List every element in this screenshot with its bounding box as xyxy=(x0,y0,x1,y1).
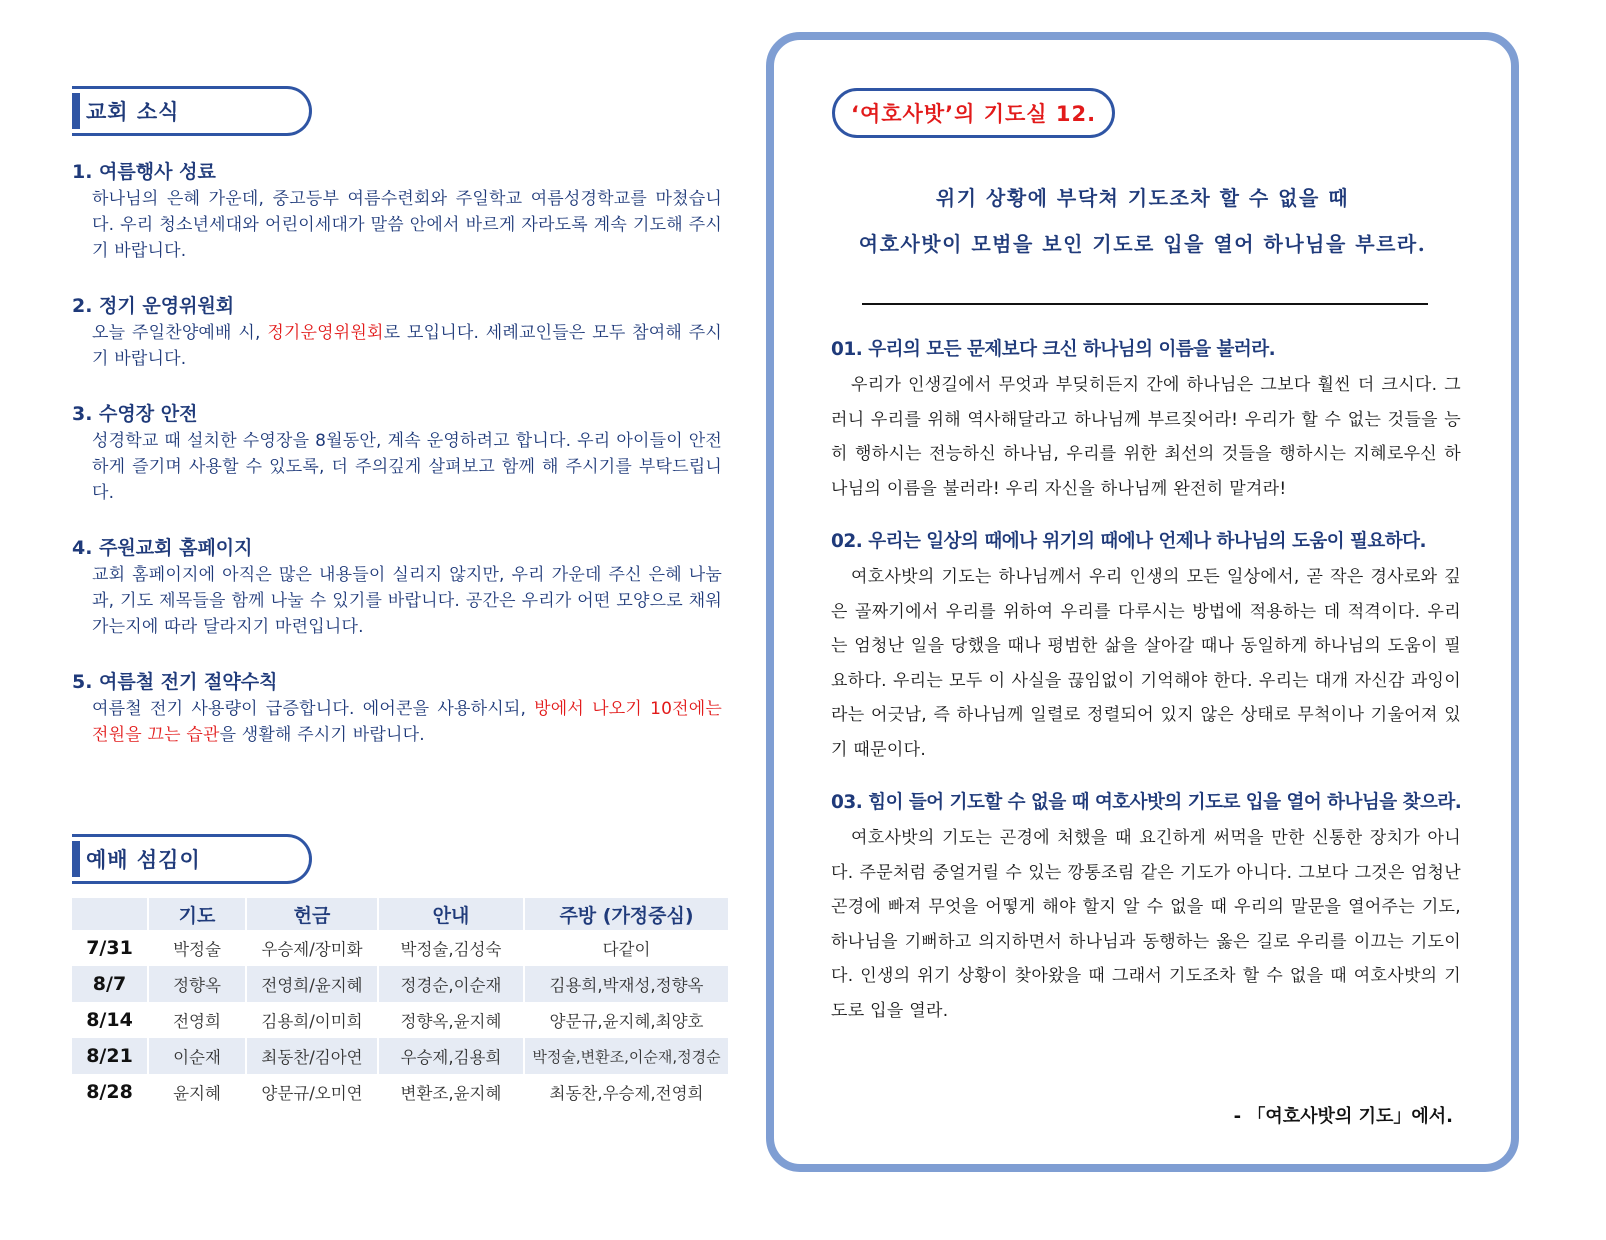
row-kitchen: 박정술,변환조,이순재,정경순 xyxy=(524,1038,729,1074)
news-item xyxy=(72,400,722,506)
prayer-room-title-badge xyxy=(832,88,1115,138)
row-guide: 정향옥,윤지혜 xyxy=(378,1002,524,1038)
table-row xyxy=(72,930,729,966)
row-date: 7/31 xyxy=(72,930,148,966)
prayer-point-body: 우리가 인생길에서 무엇과 부딪히든지 간에 하나님은 그보다 훨씬 더 크시다. 그러니 우리를 위해 역사해달라고 하나님께 부르짖어라! 우리가 할 수 없는 것들을 능히 행하시는 전능하신 하나님, 우리를 위한 최선의 것들을 행하시는 지혜로우신 하나님의 이름을 불러라! 우리 자신을 하나님께 완전히 맡겨라! xyxy=(831,375,1461,499)
row-prayer: 전영희 xyxy=(148,1002,246,1038)
prayer-subtitle xyxy=(774,175,1511,267)
news-item-title: 1. 여름행사 성료 xyxy=(72,161,216,183)
row-date: 8/21 xyxy=(72,1038,148,1074)
column-header-kitchen: 주방 (가정중심) xyxy=(524,898,729,930)
service-servers-header xyxy=(72,834,312,884)
news-item xyxy=(72,534,722,640)
church-news-section xyxy=(72,86,722,776)
row-offering: 김용희/이미희 xyxy=(246,1002,378,1038)
row-guide: 정경순,이순재 xyxy=(378,966,524,1002)
news-item-text: 오늘 주일찬양예배 시, xyxy=(92,323,268,343)
row-prayer: 박정술 xyxy=(148,930,246,966)
table-header-row xyxy=(72,898,729,930)
news-item-title: 5. 여름철 전기 절약수칙 xyxy=(72,671,278,693)
row-offering: 우승제/장미화 xyxy=(246,930,378,966)
service-servers-header-label: 예배 섬김이 xyxy=(86,848,201,872)
news-item-title: 2. 정기 운영위원회 xyxy=(72,295,235,317)
source-citation: - 「여호사밧의 기도」에서. xyxy=(1233,1106,1453,1127)
row-offering: 양문규/오미연 xyxy=(246,1074,378,1110)
news-item-body xyxy=(72,696,722,748)
column-header-guide: 안내 xyxy=(378,898,524,930)
church-news-header xyxy=(72,86,312,136)
row-kitchen: 다같이 xyxy=(524,930,729,966)
row-date: 8/14 xyxy=(72,1002,148,1038)
row-offering: 전영희/윤지혜 xyxy=(246,966,378,1002)
news-item-body xyxy=(72,186,722,264)
row-date: 8/28 xyxy=(72,1074,148,1110)
column-header-prayer: 기도 xyxy=(148,898,246,930)
news-item-body xyxy=(72,320,722,372)
prayer-point xyxy=(831,785,1461,1028)
news-item xyxy=(72,292,722,372)
news-item-text: 로 모입니다. 세례교인들은 모두 참여해 주시기 바랍니다. xyxy=(92,323,722,369)
row-prayer: 정향옥 xyxy=(148,966,246,1002)
news-item-text: 을 생활해 주시기 바랍니다. xyxy=(219,725,425,745)
news-item-body xyxy=(72,562,722,640)
row-kitchen: 김용희,박재성,정향옥 xyxy=(524,966,729,1002)
news-item-text: 성경학교 때 설치한 수영장을 8월동안, 계속 운영하려고 합니다. 우리 아이들이 안전하게 즐기며 사용할 수 있도록, 더 주의깊게 살펴보고 함께 해 주시기를 부탁드립니다. xyxy=(92,431,722,503)
table-row xyxy=(72,1002,729,1038)
row-kitchen: 양문규,윤지혜,최양호 xyxy=(524,1002,729,1038)
column-header-date xyxy=(72,898,148,930)
news-item-title: 3. 수영장 안전 xyxy=(72,403,198,425)
row-kitchen: 최동찬,우승제,전영희 xyxy=(524,1074,729,1110)
news-item-text: 하나님의 은혜 가운데, 중고등부 여름수련회와 주일학교 여름성경학교를 마쳤습니다. 우리 청소년세대와 어린이세대가 말씀 안에서 바르게 자라도록 계속 기도해 주시기 바랍니다. xyxy=(92,189,722,261)
news-item xyxy=(72,158,722,264)
news-item xyxy=(72,668,722,748)
prayer-point-title: 03. 힘이 들어 기도할 수 없을 때 여호사밧의 기도로 입을 열어 하나님을 찾으라. xyxy=(831,792,1462,813)
prayer-subtitle-line: 위기 상황에 부닥쳐 기도조차 할 수 없을 때 xyxy=(935,186,1350,210)
column-header-offering: 헌금 xyxy=(246,898,378,930)
table-row xyxy=(72,966,729,1002)
service-schedule-table xyxy=(72,898,730,1110)
row-guide: 우승제,김용희 xyxy=(378,1038,524,1074)
prayer-point xyxy=(831,524,1461,767)
row-guide: 박정술,김성숙 xyxy=(378,930,524,966)
prayer-points xyxy=(831,332,1461,1046)
table-row xyxy=(72,1038,729,1074)
prayer-room-panel xyxy=(766,32,1519,1172)
prayer-point xyxy=(831,332,1461,506)
prayer-subtitle-line: 여호사밧이 모범을 보인 기도로 입을 열어 하나님을 부르라. xyxy=(858,232,1427,256)
news-item-text: 여름철 전기 사용량이 급증합니다. 에어콘을 사용하시되, xyxy=(92,699,535,719)
row-offering: 최동찬/김아연 xyxy=(246,1038,378,1074)
row-prayer: 윤지혜 xyxy=(148,1074,246,1110)
news-item-title: 4. 주원교회 홈페이지 xyxy=(72,537,253,559)
news-item-text: 교회 홈페이지에 아직은 많은 내용들이 실리지 않지만, 우리 가운데 주신 은혜 나눔과, 기도 제목들을 함께 나눌 수 있기를 바랍니다. 공간은 우리가 어떤 모양으로 채워가는지에 따라 달라지기 마련입니다. xyxy=(92,565,722,637)
prayer-point-title: 02. 우리는 일상의 때에나 위기의 때에나 언제나 하나님의 도움이 필요하다. xyxy=(831,531,1427,552)
news-item-highlight: 방에서 나오기 10전에는 전원을 끄는 습관 xyxy=(92,699,722,745)
prayer-point-body: 여호사밧의 기도는 하나님께서 우리 인생의 모든 일상에서, 곧 작은 경사로와 깊은 골짜기에서 우리를 위하여 우리를 다루시는 방법에 적용하는 데 적격이다. 우리는 엄청난 일을 당했을 때나 평범한 삶을 살아갈 때나 동일하게 하나님의 도움이 필요하다. 우리는 모두 이 사실을 끊임없이 기억해야 한다. 우리는 대개 자신감 과잉이라는 어긋남, 즉 하나님께 일렬로 정렬되어 있지 않은 상태로 무척이나 기울어져 있기 때문이다. xyxy=(831,567,1461,760)
table-row xyxy=(72,1074,729,1110)
row-prayer: 이순재 xyxy=(148,1038,246,1074)
prayer-point-body: 여호사밧의 기도는 곤경에 처했을 때 요긴하게 써먹을 만한 신통한 장치가 아니다. 주문처럼 중얼거릴 수 있는 깡통조림 같은 기도가 아니다. 그보다 그것은 엄청난 곤경에 빠져 무엇을 어떻게 해야 할지 알 수 없을 때 우리의 말문을 열어주는 기도, 하나님을 기뻐하고 의지하면서 하나님과 동행하는 옳은 길로 우리를 이끄는 기도이다. 인생의 위기 상황이 찾아왔을 때 그래서 기도조차 할 수 없을 때 여호사밧의 기도로 입을 열라. xyxy=(831,828,1461,1021)
row-guide: 변환조,윤지혜 xyxy=(378,1074,524,1110)
news-list xyxy=(72,158,722,748)
news-item-highlight: 정기운영위원회 xyxy=(267,323,384,343)
church-news-header-label: 교회 소식 xyxy=(86,100,180,124)
divider xyxy=(862,303,1428,305)
prayer-point-title: 01. 우리의 모든 문제보다 크신 하나님의 이름을 불러라. xyxy=(831,339,1276,360)
prayer-room-title: ‘여호사밧’의 기도실 12. xyxy=(851,102,1097,126)
news-item-body xyxy=(72,428,722,506)
row-date: 8/7 xyxy=(72,966,148,1002)
